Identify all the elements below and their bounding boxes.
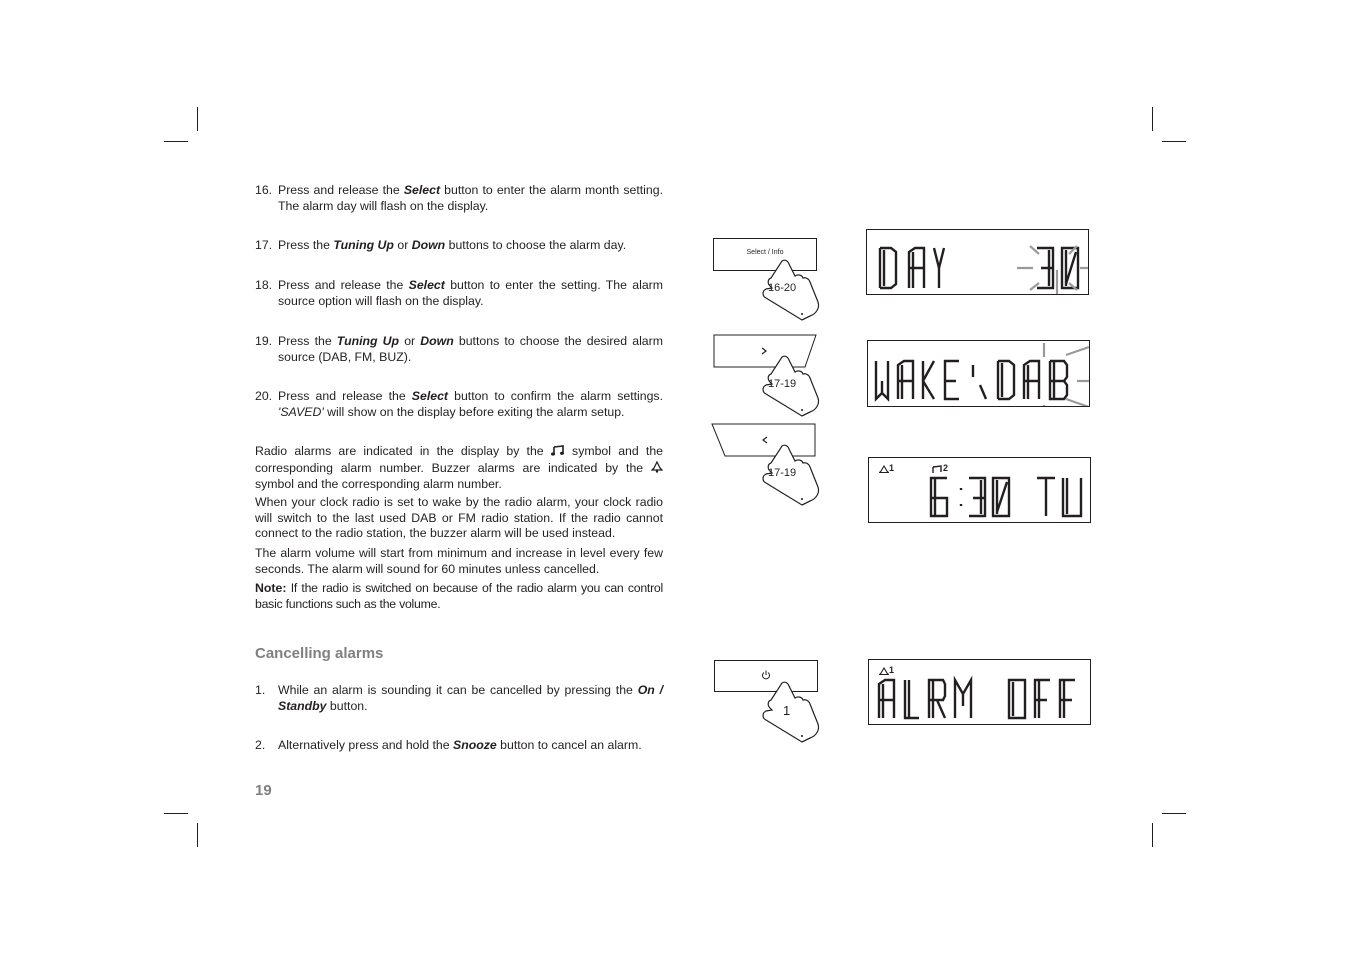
alarm-number: 1	[889, 665, 895, 675]
select-info-label: Select / Info	[746, 249, 784, 256]
step-number: 16.	[255, 183, 273, 197]
page-number: 19	[255, 782, 272, 799]
step-number: 18.	[255, 278, 273, 292]
power-icon	[761, 670, 771, 680]
step-text: Press the Tuning Up or Down buttons to choose the desired alarm source (DAB, FM, BUZ).	[278, 334, 663, 364]
crop-mark	[197, 823, 198, 847]
step-label: 16-20	[768, 282, 797, 294]
lcd-segments	[867, 230, 1088, 294]
step-text: Press and release the Select button to confirm the alarm settings. 'SAVED' will show on the display before exiting the alarm setup.	[278, 389, 663, 419]
cancelling-alarms-heading: Cancelling alarms	[255, 645, 384, 662]
lcd-display-day	[866, 229, 1089, 295]
lcd-segments	[869, 660, 1090, 724]
alarm-number: 1	[889, 463, 895, 473]
step-number: 19.	[255, 334, 273, 348]
step-text: Alternatively press and hold the Snooze button to cancel an alarm.	[278, 738, 642, 752]
lcd-display-alarm-off	[868, 659, 1091, 725]
crop-mark	[1152, 823, 1153, 847]
wake-paragraph: When your clock radio is set to wake by the radio alarm, your clock radio will switch to the last used DAB or FM radio station. If the radio cannot connect to the radio station, the buzzer alarm will be used instead.	[255, 495, 663, 541]
alarm-number: 2	[943, 463, 949, 473]
step-number: 20.	[255, 389, 273, 403]
music-note-icon	[551, 445, 565, 461]
lcd-segments	[868, 341, 1089, 406]
lcd-display-wake-source	[867, 340, 1090, 407]
bell-icon	[651, 461, 663, 478]
lcd-segments	[869, 458, 1090, 522]
step-text: Press and release the Select button to enter the setting. The alarm source option will flash on the display.	[278, 278, 663, 308]
radio-alarm-paragraph: Radio alarms are indicated in the display by the symbol and the corresponding alarm number. Buzzer alarms are indicated by the symbol and the corresponding alarm number.	[255, 444, 664, 492]
crop-mark	[164, 813, 188, 814]
crop-mark	[164, 141, 188, 142]
volume-paragraph: The alarm volume will start from minimum and increase in level every few seconds. The alarm will sound for 60 minutes unless cancelled.	[255, 546, 663, 576]
step-text: While an alarm is sounding it can be cancelled by pressing the On / Standby button.	[278, 683, 663, 713]
note-paragraph: Note: If the radio is switched on because of the radio alarm you can control basic functions such as the volume.	[255, 581, 663, 611]
step-label: 1	[783, 703, 791, 718]
crop-mark	[197, 107, 198, 131]
step-text: Press and release the Select button to enter the alarm month setting. The alarm day will flash on the display.	[278, 183, 663, 213]
lcd-display-alarm-time	[868, 457, 1091, 523]
crop-mark	[1162, 813, 1186, 814]
step-number: 17.	[255, 238, 273, 252]
crop-mark	[1162, 141, 1186, 142]
step-number: 1.	[255, 683, 266, 697]
step-text: Press the Tuning Up or Down buttons to choose the alarm day.	[278, 238, 627, 252]
step-label: 17-19	[768, 378, 797, 390]
step-number: 2.	[255, 738, 266, 752]
crop-mark	[1152, 107, 1153, 131]
step-label: 17-19	[768, 467, 797, 479]
